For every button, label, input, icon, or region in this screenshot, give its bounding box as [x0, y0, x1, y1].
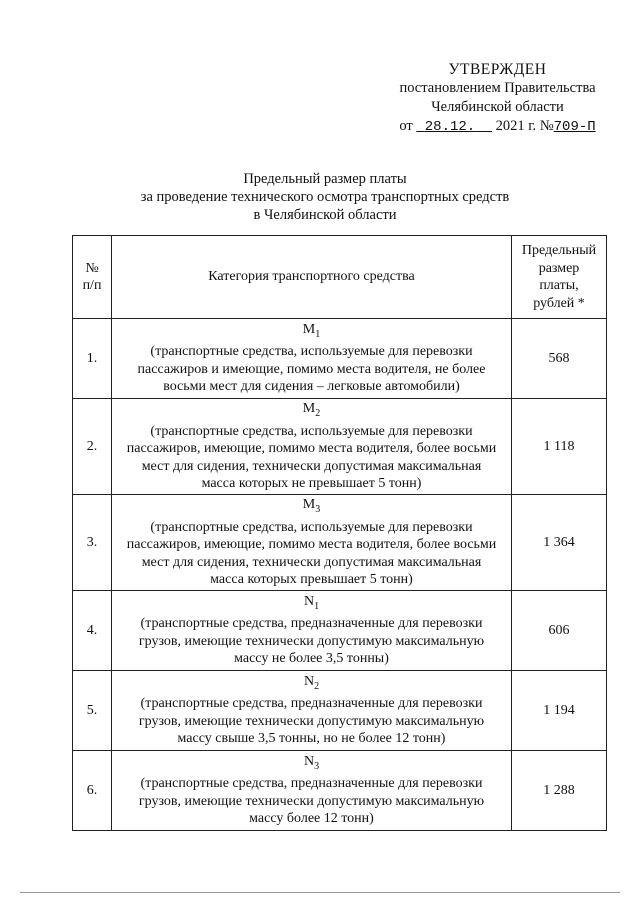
category-description-line: (транспортные средства, предназначенные для перевозки: [140, 696, 483, 712]
category-description-line: пассажиров, имеющие, помимо места водителя, более восьми: [126, 537, 497, 553]
row-category: [112, 319, 512, 399]
category-code: $N_3$: [303, 754, 320, 772]
table-row: [73, 319, 607, 399]
category-description-line: масса которых не превышает 5 тонн): [201, 476, 422, 492]
approval-date: 28.12.: [424, 119, 476, 135]
category-description-line: восьми мест для сидения – легковые автомобили): [163, 379, 460, 395]
approval-heading: УТВЕРЖДЕН: [448, 61, 547, 78]
row-category: [112, 751, 512, 831]
row-number: 4.: [73, 591, 112, 671]
row-number: 2.: [73, 399, 112, 495]
approval-number: 709-П: [553, 119, 596, 135]
row-category: [112, 495, 512, 591]
row-category: [112, 671, 512, 751]
header-category: Категория транспортного средства: [112, 236, 512, 319]
row-category: [112, 591, 512, 671]
category-description-line: масса которых превышает 5 тонн): [210, 572, 413, 588]
approval-date-line: [380, 117, 615, 137]
category-description-line: массу свыше 3,5 тонны, но не более 12 тонн): [177, 731, 446, 747]
category-code: $N_2$: [303, 674, 320, 692]
category-description-line: грузов, имеющие технически допустимую максимальную: [138, 713, 485, 729]
category-description-line: мест для сидения, технически допустимая максимальная: [141, 554, 482, 570]
category-description-line: (транспортные средства, используемые для перевозки: [150, 519, 473, 535]
table-row: [73, 671, 607, 751]
row-number: 1.: [73, 319, 112, 399]
category-code: $M_3$: [302, 497, 321, 516]
category-description-line: (транспортные средства, используемые для перевозки: [150, 344, 473, 360]
row-fee: 1 364: [512, 495, 607, 591]
row-number: 6.: [73, 751, 112, 831]
number-sign: №: [539, 118, 554, 134]
date-prefix: от: [399, 118, 413, 134]
row-fee: 568: [512, 319, 607, 399]
row-number: 3.: [73, 495, 112, 591]
approval-line-2: Челябинской области: [431, 99, 564, 115]
category-description-line: (транспортные средства, предназначенные для перевозки: [140, 776, 483, 792]
table-header-row: [73, 236, 607, 319]
title-line-3: в Челябинской области: [253, 207, 397, 223]
table-body: [73, 319, 607, 831]
category-description-line: грузов, имеющие технически допустимую максимальную: [138, 793, 485, 809]
table-row: [73, 399, 607, 495]
category-code: $M_2$: [302, 401, 321, 420]
category-description-line: (транспортные средства, предназначенные для перевозки: [140, 616, 483, 632]
row-number: 5.: [73, 671, 112, 751]
table-row: [73, 591, 607, 671]
table-row: [73, 495, 607, 591]
title-line-2: за проведение технического осмотра транспортных средств: [140, 189, 510, 205]
row-category: [112, 399, 512, 495]
category-description-line: массу более 12 тонн): [249, 811, 374, 827]
category-description-line: пассажиров, имеющие, помимо места водителя, более восьми: [126, 441, 497, 457]
page-bottom-rule: [20, 892, 620, 893]
category-code: $M_1$: [302, 322, 321, 340]
approval-year: 2021 г.: [495, 118, 537, 134]
row-fee: 1 194: [512, 671, 607, 751]
row-fee: 606: [512, 591, 607, 671]
row-fee: 1 118: [512, 399, 607, 495]
category-code: $N_1$: [303, 594, 320, 612]
category-description-line: грузов, имеющие технически допустимую максимальную: [138, 633, 485, 649]
document-title: [90, 170, 560, 224]
row-fee: 1 288: [512, 751, 607, 831]
category-description-line: мест для сидения, технически допустимая максимальная: [141, 458, 482, 474]
category-description-line: (транспортные средства, используемые для перевозки: [150, 423, 473, 439]
approval-stamp: [380, 60, 615, 137]
approval-line-1: постановлением Правительства: [399, 80, 596, 96]
category-description-line: пассажиров и имеющие, помимо места водителя, не более: [137, 361, 486, 377]
fee-table: [72, 235, 607, 831]
table-row: [73, 751, 607, 831]
header-num: № п/п: [73, 236, 112, 319]
title-line-1: Предельный размер платы: [243, 171, 407, 187]
header-fee: Предельный размер платы, рублей *: [512, 236, 607, 319]
category-description-line: массу не более 3,5 тонны): [234, 651, 389, 667]
